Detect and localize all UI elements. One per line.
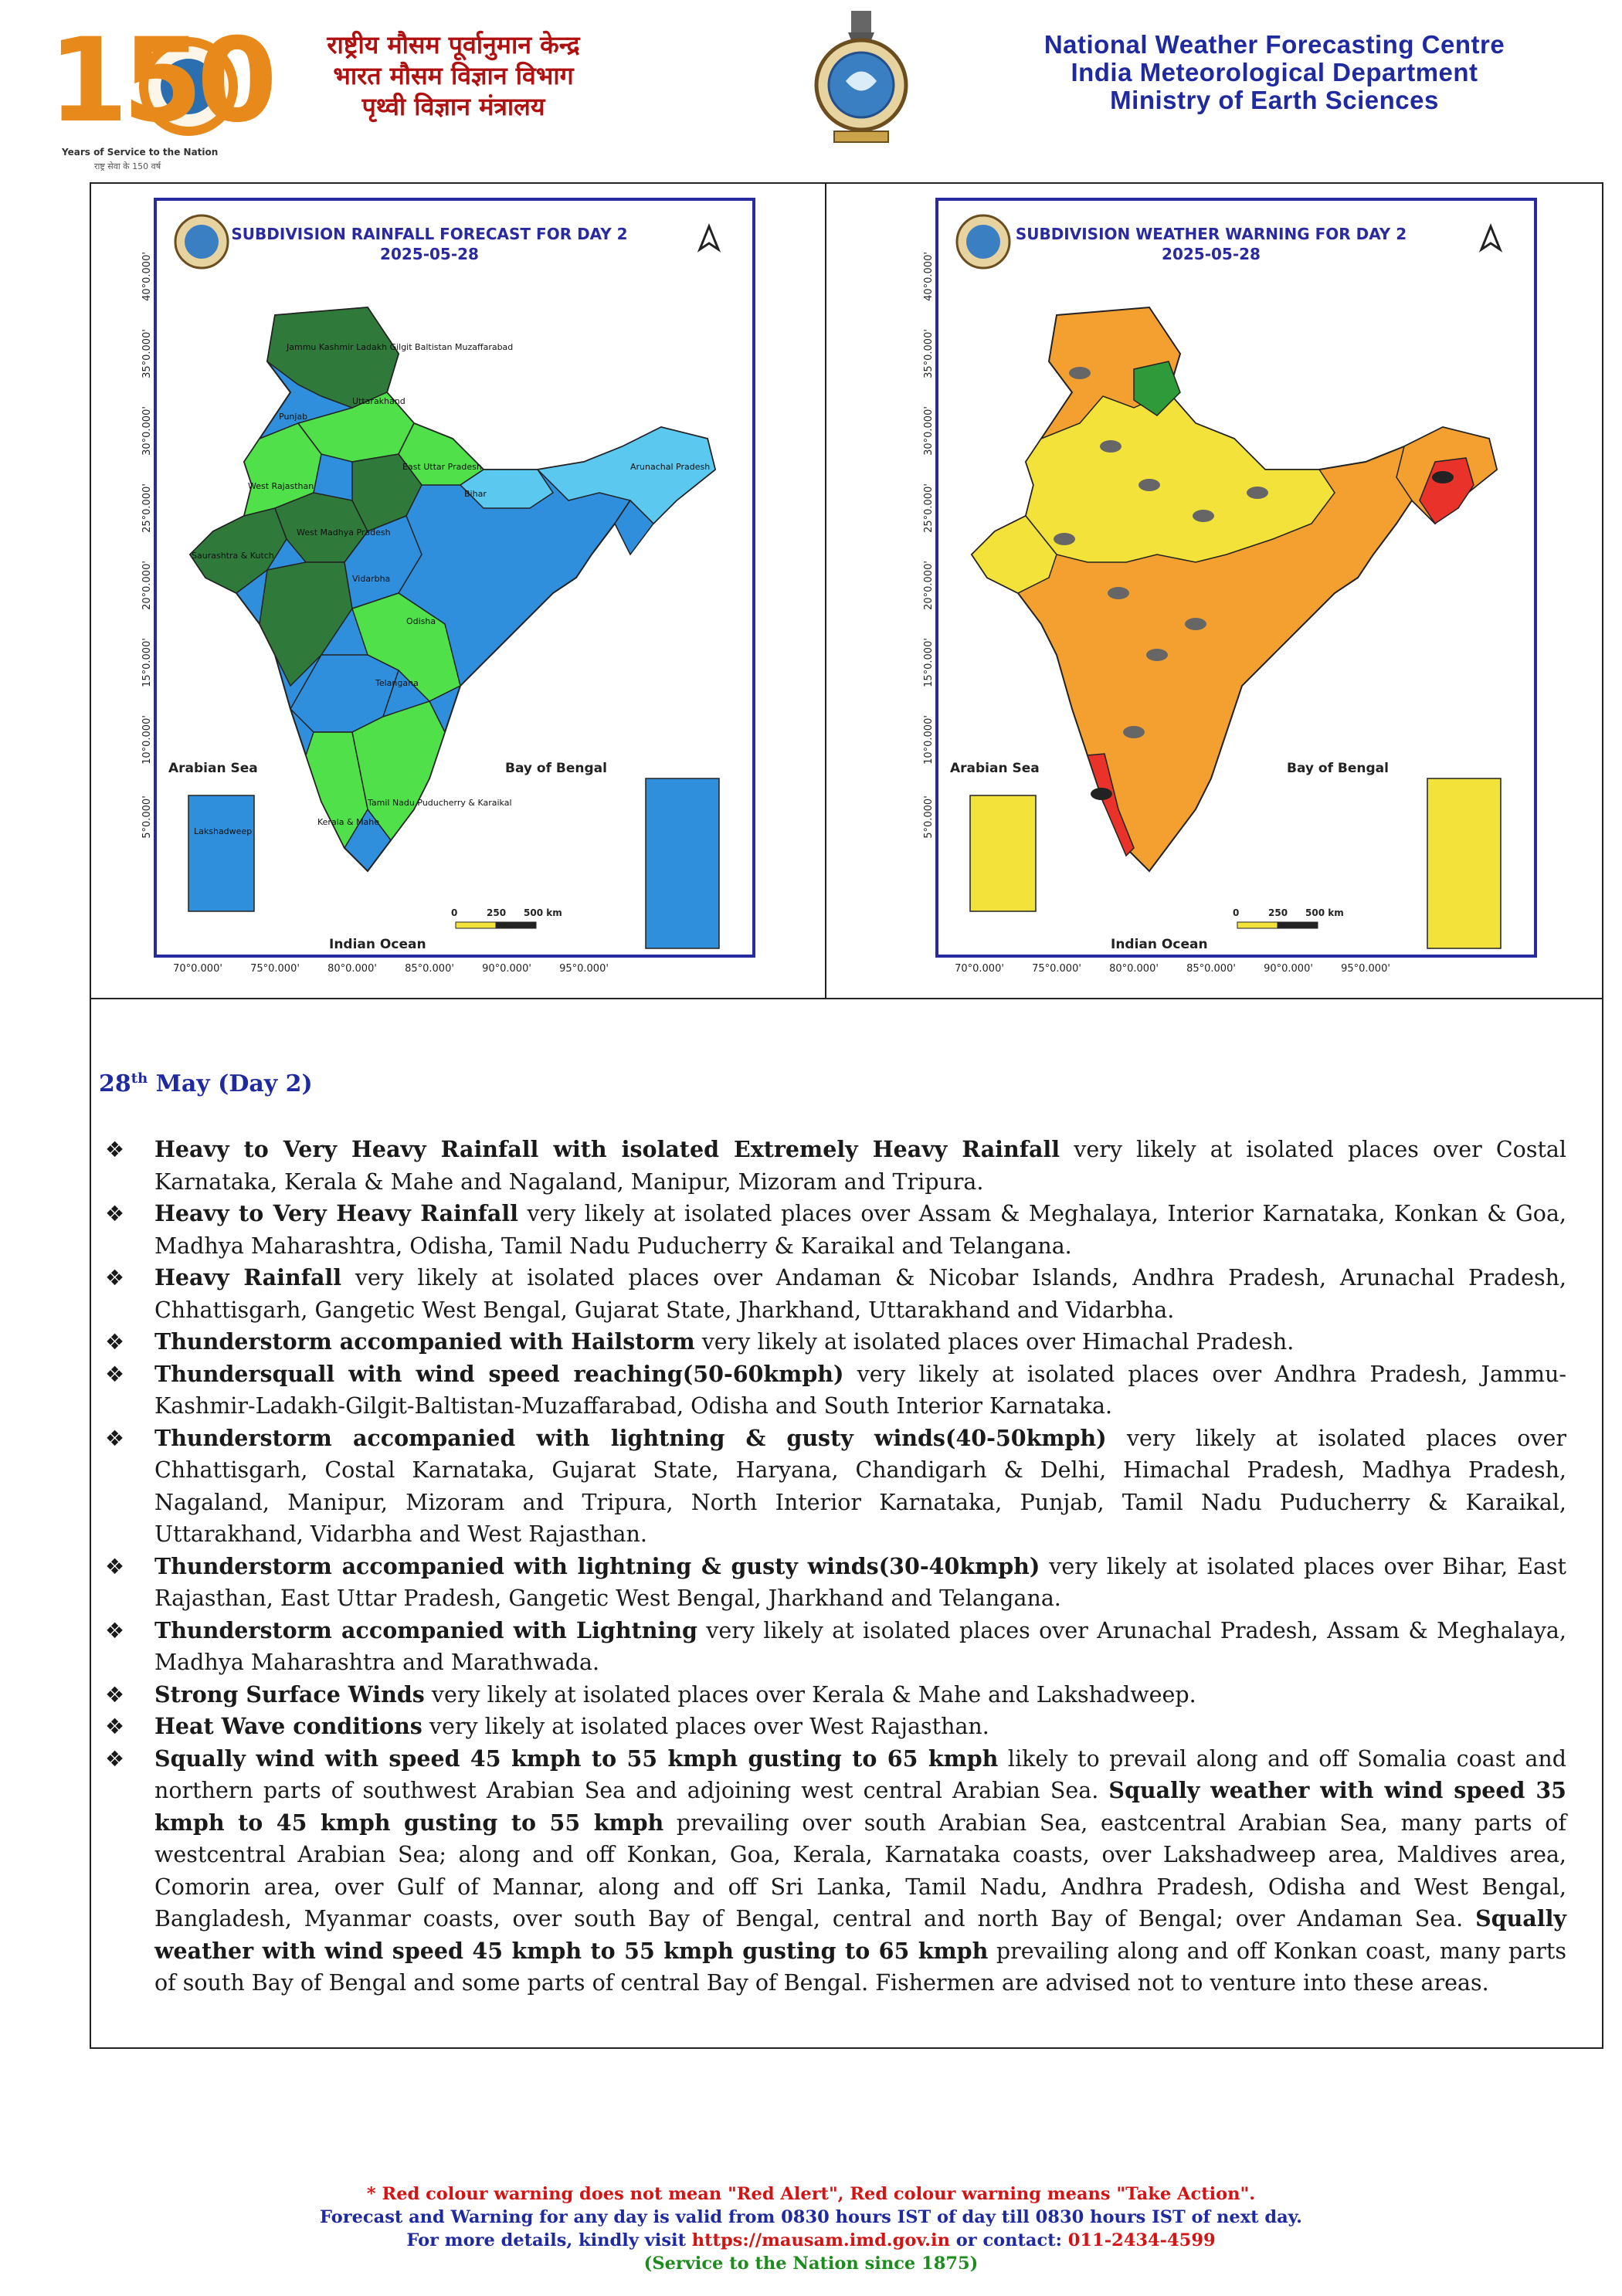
region-label: Lakshadweep <box>194 826 253 836</box>
sea-label: Indian Ocean <box>329 937 426 952</box>
lat-label: 40°0.000' <box>923 252 935 301</box>
list-item: ❖ Thunderstorm accompanied with lightning & gusty winds(30-40kmph) very likely at isolated places over Bihar, East Rajasthan, East Uttar Pradesh, Gangetic West Bengal, Jharkhand and Telangana. <box>99 1551 1566 1615</box>
map-divider <box>825 184 826 998</box>
lat-label: 15°0.000' <box>141 638 153 687</box>
lat-label: 20°0.000' <box>141 561 153 610</box>
forecast-frame <box>90 182 1603 2049</box>
lat-label: 40°0.000' <box>141 252 153 301</box>
hindi-line-2: भारत मौसम विज्ञान विभाग <box>333 61 574 90</box>
svg-text:250: 250 <box>487 907 507 918</box>
page-footer <box>0 2182 1622 2275</box>
lat-label: 5°0.000' <box>141 795 153 839</box>
header-hindi-title <box>272 29 635 122</box>
region-label: West Rajasthan <box>248 481 314 491</box>
lat-label: 20°0.000' <box>923 561 935 610</box>
bullet-icon: ❖ <box>105 1617 125 1643</box>
region-label: Vidarbha <box>352 574 391 584</box>
footer-contact-line: For more details, kindly visit https://mausam.imd.gov.in or contact: 011-2434-4599 <box>406 2230 1216 2250</box>
list-item: ❖ Thunderstorm accompanied with Hailstorm very likely at isolated places over Himachal Pradesh. <box>99 1326 1566 1358</box>
bullet-icon: ❖ <box>105 1745 125 1772</box>
lat-label: 10°0.000' <box>923 715 935 765</box>
svg-text:250: 250 <box>1268 907 1288 918</box>
region-label: Kerala & Mahe <box>317 817 380 827</box>
list-item: ❖ Heavy to Very Heavy Rainfall with isolated Extremely Heavy Rainfall very likely at isolated places over Costal Karnataka, Kerala & Mahe and Nagaland, Manipur, Mizoram and Tripura. <box>99 1134 1566 1198</box>
list-item: ❖ Heavy to Very Heavy Rainfall very likely at isolated places over Assam & Meghalaya, Interior Karnataka, Konkan & Goa, Madhya Maharashtra, Odisha, Tamil Nadu Puducherry & Karaikal and Telangana. <box>99 1198 1566 1262</box>
rainfall-map-svg <box>120 192 762 987</box>
svg-text:0: 0 <box>1233 907 1240 918</box>
footer-validity-note: Forecast and Warning for any day is valid from 0830 hours IST of day till 0830 hours IST of next day. <box>320 2207 1302 2227</box>
lon-label: 85°0.000' <box>1186 963 1236 975</box>
maps-row <box>91 184 1602 999</box>
lon-label: 85°0.000' <box>405 963 454 975</box>
bullet-icon: ❖ <box>105 1681 125 1708</box>
page-header <box>0 0 1622 170</box>
contact-phone: 011-2434-4599 <box>1067 2230 1216 2250</box>
bullet-icon: ❖ <box>105 1137 125 1162</box>
lon-label: 75°0.000' <box>250 963 300 975</box>
sea-label: Indian Ocean <box>1111 937 1208 952</box>
lat-label: 35°0.000' <box>141 329 153 378</box>
svg-text:0: 0 <box>451 907 458 918</box>
bullet-icon: ❖ <box>105 1201 125 1226</box>
english-line-3: Ministry of Earth Sciences <box>1110 86 1439 114</box>
list-item: ❖ Thundersquall with wind speed reaching(50-60kmph) very likely at isolated places over Andhra Pradesh, Jammu-Kashmir-Ladakh-Gilgit-Baltistan-Muzaffarabad, Odisha and South Interior Karnataka. <box>99 1358 1566 1423</box>
lat-label: 10°0.000' <box>141 715 153 765</box>
lon-label: 90°0.000' <box>1264 963 1313 975</box>
sea-label: Bay of Bengal <box>1287 761 1389 776</box>
list-item: ❖ Squally wind with speed 45 kmph to 55 kmph gusting to 65 kmph likely to prevail along and off Somalia coast and northern parts of southwest Arabian Sea and adjoining west central Arabian Sea. Squally weather with wind speed 35 kmph to 45 kmph gusting to 55 kmph prevailing over south Arabian Sea, eastcentral Arabian Sea, many parts of westcentral Arabian Sea; along and off Konkan, Goa, Kerala, Karnataka coasts, over Lakshadweep area, Maldives area, Comorin area, over Gulf of Mannar, along and off Sri Lanka, Tamil Nadu, Andhra Pradesh, Odisha and West Bengal, Bangladesh, Myanmar coasts, over south Bay of Bengal, central and north Bay of Bengal; over Andaman Sea. Squally weather with wind speed 45 kmph to 55 kmph gusting to 65 kmph prevailing along and off Konkan coast, many parts of south Bay of Bengal and some parts of central Bay of Bengal. Fishermen are advised not to venture into these areas. <box>99 1743 1566 1999</box>
map-date: 2025-05-28 <box>1162 245 1261 263</box>
svg-text:500 km: 500 km <box>524 907 562 918</box>
lat-label: 30°0.000' <box>141 406 153 456</box>
region-label: Punjab <box>279 412 308 422</box>
region-label: Arunachal Pradesh <box>630 462 711 472</box>
lon-label: 75°0.000' <box>1032 963 1081 975</box>
list-item: ❖ Heavy Rainfall very likely at isolated places over Andaman & Nicobar Islands, Andhra Pradesh, Arunachal Pradesh, Chhattisgarh, Gangetic West Bengal, Gujarat State, Jharkhand, Uttarakhand and Vidarbha. <box>99 1262 1566 1326</box>
region-label: Odisha <box>406 616 436 626</box>
lon-label: 80°0.000' <box>1109 963 1159 975</box>
lat-label: 30°0.000' <box>923 406 935 456</box>
logo-tagline-hindi: राष्ट्र सेवा के 150 वर्ष <box>94 161 161 171</box>
region-label: Telangana <box>375 678 419 688</box>
logo-tagline: Years of Service to the Nation <box>62 147 219 158</box>
warning-map-svg <box>902 192 1543 987</box>
list-item: ❖ Thunderstorm accompanied with lightning & gusty winds(40-50kmph) very likely at isolated places over Chhattisgarh, Costal Karnataka, Gujarat State, Haryana, Chandigarh & Delhi, Himachal Pradesh, Madhya Pradesh, Nagaland, Manipur, Mizoram and Tripura, North Interior Karnataka, Punjab, Tamil Nadu Puducherry & Karaikal, Uttarakhand, Vidarbha and West Rajasthan. <box>99 1423 1566 1551</box>
bullet-icon: ❖ <box>105 1553 125 1579</box>
logo-number: 150 <box>48 14 272 148</box>
footer-red-warning-note: * Red colour warning does not mean "Red Alert", Red colour warning means "Take Action". <box>366 2184 1256 2204</box>
region-label: West Madhya Pradesh <box>297 527 391 538</box>
region-label: Saurashtra & Kutch <box>192 551 274 561</box>
region-label: Bihar <box>464 489 487 499</box>
lat-label: 15°0.000' <box>923 638 935 687</box>
list-item: ❖ Thunderstorm accompanied with Lightning very likely at isolated places over Arunachal Pradesh, Assam & Meghalaya, Madhya Maharashtra and Marathwada. <box>99 1615 1566 1679</box>
bullet-icon: ❖ <box>105 1361 125 1387</box>
lon-label: 70°0.000' <box>173 963 222 975</box>
map-title: SUBDIVISION RAINFALL FORECAST FOR DAY 2 <box>231 225 628 243</box>
lakshadweep-box <box>970 795 1036 911</box>
weather-warning-map <box>902 192 1543 987</box>
footer-service-note: (Service to the Nation since 1875) <box>643 2254 979 2274</box>
forecast-list <box>99 1134 1566 1999</box>
svg-text:500 km: 500 km <box>1305 907 1344 918</box>
header-english-title <box>958 31 1591 114</box>
lakshadweep-box <box>188 795 254 911</box>
region-label: Tamil Nadu Puducherry & Karaikal <box>368 798 512 808</box>
list-item: ❖ Strong Surface Winds very likely at isolated places over Kerala & Mahe and Lakshadweep. <box>99 1679 1566 1711</box>
sea-label: Bay of Bengal <box>505 761 607 776</box>
rainfall-forecast-map <box>120 192 762 987</box>
region-label: Uttarakhand <box>352 396 406 406</box>
hindi-line-1: राष्ट्रीय मौसम पूर्वानुमान केन्द्र <box>327 30 580 59</box>
lon-label: 80°0.000' <box>327 963 377 975</box>
map-title: SUBDIVISION WEATHER WARNING FOR DAY 2 <box>1015 225 1407 243</box>
lon-label: 90°0.000' <box>482 963 531 975</box>
bullet-icon: ❖ <box>105 1425 125 1451</box>
english-line-1: National Weather Forecasting Centre <box>1043 30 1505 59</box>
day-title: 28th May (Day 2) <box>99 1070 313 1097</box>
website-link[interactable]: https://mausam.imd.gov.in <box>691 2230 950 2250</box>
imd-emblem-icon <box>803 8 919 147</box>
list-item: ❖ Heat Wave conditions very likely at isolated places over West Rajasthan. <box>99 1711 1566 1743</box>
lon-label: 95°0.000' <box>559 963 609 975</box>
sea-label: Arabian Sea <box>950 761 1040 776</box>
region-label: East Uttar Pradesh <box>402 462 482 472</box>
hindi-line-3: पृथ्वी विज्ञान मंत्रालय <box>361 92 545 121</box>
lon-label: 95°0.000' <box>1341 963 1390 975</box>
lat-label: 25°0.000' <box>923 483 935 533</box>
bullet-icon: ❖ <box>105 1265 125 1290</box>
lat-label: 5°0.000' <box>923 795 935 839</box>
english-line-2: India Meteorological Department <box>1071 58 1478 86</box>
bullet-icon: ❖ <box>105 1329 125 1355</box>
sea-label: Arabian Sea <box>168 761 258 776</box>
lat-label: 25°0.000' <box>141 483 153 533</box>
andaman-box <box>646 778 719 948</box>
lon-label: 70°0.000' <box>955 963 1004 975</box>
lat-label: 35°0.000' <box>923 329 935 378</box>
region-label: Jammu Kashmir Ladakh Gilgit Baltistan Muzaffarabad <box>287 342 514 352</box>
map-date: 2025-05-28 <box>380 245 479 263</box>
andaman-box <box>1427 778 1501 948</box>
bullet-icon: ❖ <box>105 1714 125 1739</box>
imd-150-years-logo <box>48 14 272 171</box>
